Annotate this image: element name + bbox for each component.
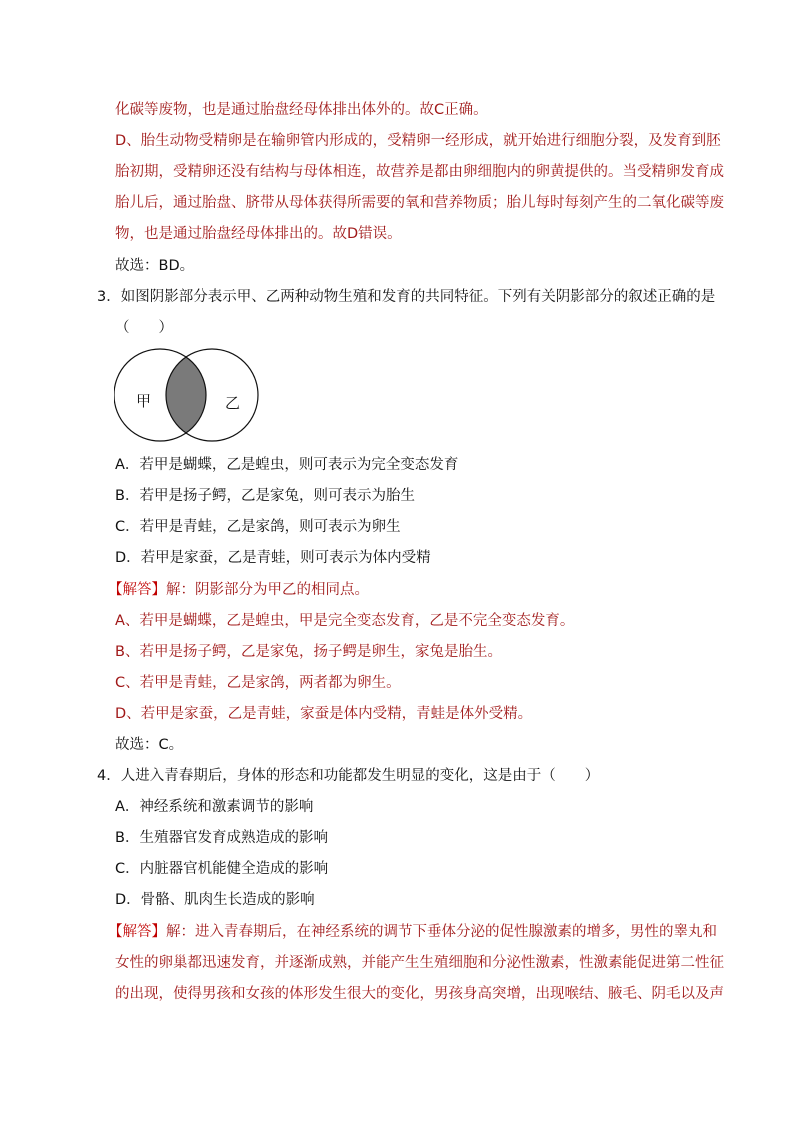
q3-solution-c: C、若甲是青蛙，乙是家鸽，两者都为卵生。 [115, 675, 401, 691]
q2-explanation-d-line1: D、胎生动物受精卵是在输卵管内形成的，受精卵一经形成，就开始进行细胞分裂，及发育到胚 [115, 133, 721, 149]
venn-right-label: 乙 [225, 394, 241, 412]
q3-answer: 故选：C。 [115, 737, 184, 753]
q2-explanation-d-line3: 胎儿后，通过胎盘、脐带从母体获得所需要的氧和营养物质；胎儿每时每刻产生的二氧化碳等废 [115, 195, 724, 211]
q2-answer: 故选：BD。 [115, 258, 195, 274]
q3-option-a: A．若甲是蝴蝶，乙是蝗虫，则可表示为完全变态发育 [115, 457, 459, 473]
q4-option-a: A．神经系统和激素调节的影响 [115, 799, 314, 815]
q3-solution-b: B、若甲是扬子鳄，乙是家兔，扬子鳄是卵生，家兔是胎生。 [115, 644, 502, 660]
q3-option-d: D．若甲是家蚕，乙是青蛙，则可表示为体内受精 [115, 550, 431, 566]
q2-explanation-line: 化碳等废物，也是通过胎盘经母体排出体外的。故C正确。 [115, 102, 488, 118]
q2-explanation-d-line2: 胎初期，受精卵还没有结构与母体相连，故营养是都由卵细胞内的卵黄提供的。当受精卵发育成 [115, 164, 724, 180]
q3-stem-line2: （ ） [115, 320, 173, 336]
q3-solution-a: A、若甲是蝴蝶，乙是蝗虫，甲是完全变态发育，乙是不完全变态发育。 [115, 613, 575, 629]
q4-option-d: D．骨骼、肌肉生长造成的影响 [115, 892, 315, 908]
q4-option-b: B．生殖器官发育成熟造成的影响 [115, 830, 328, 846]
q3-solution-label: 【解答】 [108, 582, 166, 598]
q4-solution-text1: 解：进入青春期后，在神经系统的调节下垂体分泌的促性腺激素的增多，男性的睾丸和 [166, 924, 717, 940]
q3-solution-intro [108, 580, 369, 600]
q4-solution-line1 [108, 922, 717, 942]
q4-solution-line2: 女性的卵巢都迅速发育，并逐渐成熟，并能产生生殖细胞和分泌性激素，性激素能促进第二性征 [115, 955, 724, 971]
q3-option-b: B．若甲是扬子鳄，乙是家兔，则可表示为胎生 [115, 488, 415, 504]
q2-explanation-d-line4: 物，也是通过胎盘经母体排出的。故D错误。 [115, 226, 402, 242]
venn-diagram [114, 347, 264, 447]
q4-solution-label: 【解答】 [108, 924, 166, 940]
q4-option-c: C．内脏器官机能健全造成的影响 [115, 861, 329, 877]
q3-option-c: C．若甲是青蛙，乙是家鸽，则可表示为卵生 [115, 519, 401, 535]
q3-solution-intro-text: 解：阴影部分为甲乙的相同点。 [166, 582, 369, 598]
q3-stem-line1: 3．如图阴影部分表示甲、乙两种动物生殖和发育的共同特征。下列有关阴影部分的叙述正确的是 [97, 289, 716, 305]
q4-stem: 4．人进入青春期后，身体的形态和功能都发生明显的变化，这是由于（ ） [97, 768, 600, 784]
q4-solution-line3: 的出现，使得男孩和女孩的体形发生很大的变化，男孩身高突增，出现喉结、腋毛、阴毛以及声 [115, 986, 724, 1002]
q3-solution-d: D、若甲是家蚕，乙是青蛙，家蚕是体内受精，青蛙是体外受精。 [115, 706, 533, 722]
venn-left-label: 甲 [136, 392, 152, 410]
